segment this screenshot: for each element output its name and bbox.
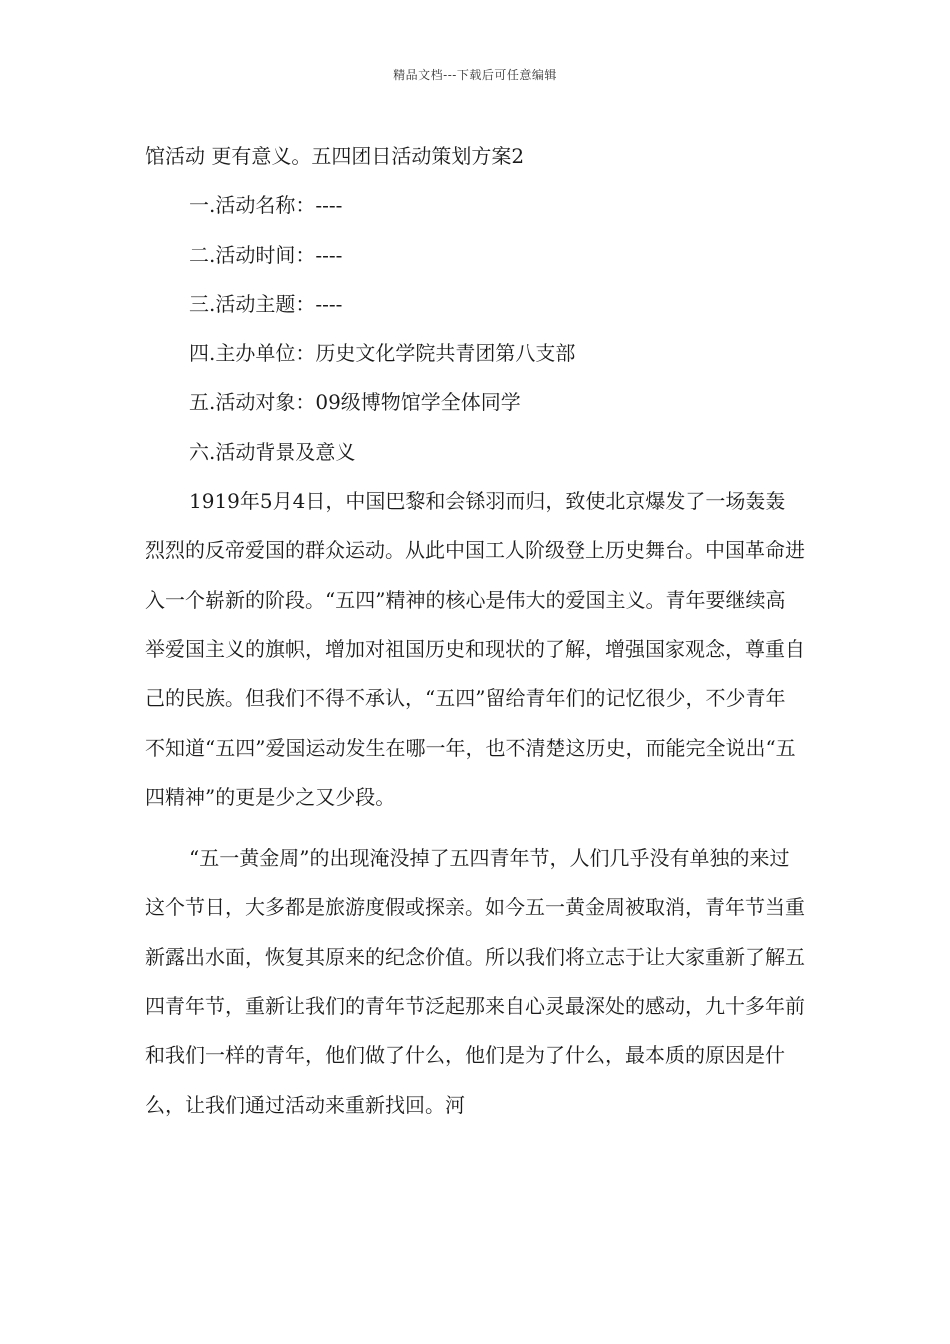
item-background-heading: 六.活动背景及意义 bbox=[189, 439, 356, 464]
item-audience: 五.活动对象：09级博物馆学全体同学 bbox=[189, 390, 521, 415]
item-activity-theme: 三.活动主题：---- bbox=[189, 291, 343, 316]
item-organizer: 四.主办单位：历史文化学院共青团第八支部 bbox=[189, 341, 576, 366]
page-header: 精品文档---下载后可任意编辑 bbox=[393, 68, 557, 82]
paragraph-holiday: “五一黄金周”的出现淹没掉了五四青年节，人们几乎没有单独的来过这个节日，大多都是旅游度假或探亲。如今五一黄金周被取消，青年节当重新露出水面，恢复其原来的纪念价值。所以我们将立志于让大家重新了解五四青年节，重新让我们的青年节泛起那来自心灵最深处的感动，九十多年前和我们一样的青年，他们做了什么，他们是为了什么，最本质的原因是什么，让我们通过活动来重新找回。河 bbox=[145, 846, 805, 1117]
item-activity-time: 二.活动时间：---- bbox=[189, 242, 343, 267]
item-activity-name: 一.活动名称：---- bbox=[189, 193, 343, 218]
intro-line: 馆活动 更有意义。五四团日活动策划方案2 bbox=[145, 144, 525, 168]
paragraph-background: 1919年5月4日，中国巴黎和会铩羽而归，致使北京爆发了一场轰轰烈烈的反帝爱国的群众运动。从此中国工人阶级登上历史舞台。中国革命进入一个崭新的阶段。“五四”精神的核心是伟大的爱国主义。青年要继续高举爱国主义的旗帜，增加对祖国历史和现状的了解，增强国家观念，尊重自己的民族。但我们不得不承认，“五四”留给青年们的记忆很少，不少青年不知道“五四”爱国运动发生在哪一年，也不清楚这历史，而能完全说出“五四精神”的更是少之又少段。 bbox=[145, 489, 805, 809]
document-body bbox=[145, 132, 805, 1130]
paragraph-spacer bbox=[145, 822, 805, 834]
